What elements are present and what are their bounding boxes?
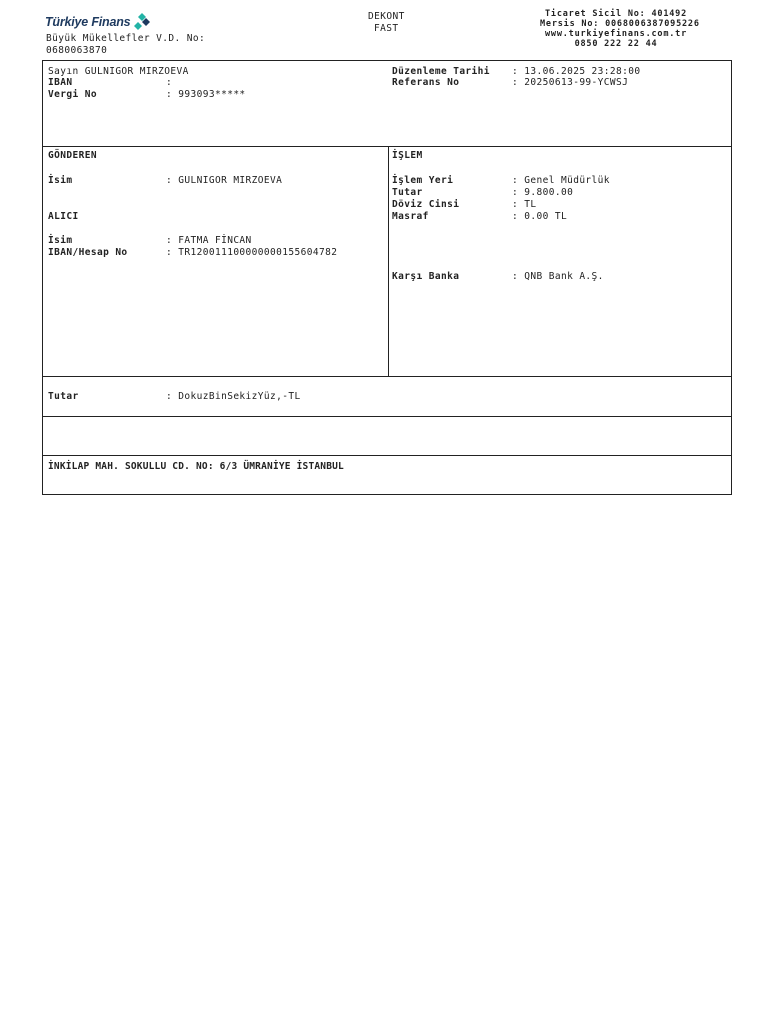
reference-value: : 20250613-99-YCWSJ	[512, 77, 629, 88]
transaction-title: İŞLEM	[392, 150, 423, 161]
bank-logo	[45, 12, 152, 32]
turkiye-finans-logo-icon	[132, 12, 152, 32]
brand-name: Türkiye Finans	[45, 15, 131, 29]
branch-address: İNKİLAP MAH. SOKULLU CD. NO: 6/3 ÜMRANİYE İSTANBUL	[48, 461, 344, 472]
tax-office-block	[46, 33, 205, 57]
issue-date-value: : 13.06.2025 23:28:00	[512, 66, 641, 77]
currency-value: : TL	[512, 199, 537, 210]
customer-greeting: Sayın GULNIGOR MIRZOEVA	[48, 66, 189, 77]
sender-name-value: : GULNIGOR MIRZOEVA	[166, 175, 283, 186]
phone-number: 0850 222 22 44	[574, 39, 658, 49]
company-info-block	[540, 9, 700, 49]
divider-total	[42, 416, 732, 417]
customer-iban-label: IBAN	[48, 77, 73, 88]
receiver-name-value: : FATMA FİNCAN	[166, 235, 252, 246]
divider-footer	[42, 455, 732, 456]
tax-office-number: 0680063870	[46, 45, 108, 56]
receiver-name-label: İsim	[48, 235, 73, 246]
fee-label: Masraf	[392, 211, 429, 222]
divider-customer	[42, 146, 732, 147]
receiver-iban-label: IBAN/Hesap No	[48, 247, 128, 258]
issue-date-label: Düzenleme Tarihi	[392, 66, 490, 77]
receiver-title: ALICI	[48, 211, 79, 222]
trade-registry: Ticaret Sicil No: 401492	[544, 9, 688, 19]
tax-number-label: Vergi No	[48, 89, 97, 100]
mersis-number: Mersis No: 0068006387095226	[540, 19, 700, 29]
sender-name-label: İsim	[48, 175, 73, 186]
sender-title: GÖNDEREN	[48, 150, 97, 161]
fee-value: : 0.00 TL	[512, 211, 568, 222]
receipt-frame	[42, 60, 732, 495]
counterparty-bank-value: : QNB Bank A.Ş.	[512, 271, 604, 282]
tax-office-label: Büyük Mükellefler V.D. No:	[46, 33, 206, 44]
transaction-place-label: İşlem Yeri	[392, 175, 454, 186]
document-subtype: FAST	[374, 23, 399, 34]
reference-label: Referans No	[392, 77, 460, 88]
divider-columns	[388, 146, 389, 376]
total-label: Tutar	[48, 391, 79, 402]
document-type: DEKONT	[368, 11, 405, 22]
document-type-block	[368, 11, 405, 35]
currency-label: Döviz Cinsi	[392, 199, 460, 210]
website: www.turkiyefinans.com.tr	[544, 29, 688, 39]
receiver-iban-value: : TR120011100000000155604782	[166, 247, 338, 258]
total-value: : DokuzBinSekizYüz,-TL	[166, 391, 301, 402]
tax-number-value: : 993093*****	[166, 89, 246, 100]
counterparty-bank-label: Karşı Banka	[392, 271, 460, 282]
divider-details	[42, 376, 732, 377]
transaction-amount-value: : 9.800.00	[512, 187, 574, 198]
transaction-place-value: : Genel Müdürlük	[512, 175, 610, 186]
transaction-amount-label: Tutar	[392, 187, 423, 198]
customer-iban-value: :	[166, 77, 173, 88]
